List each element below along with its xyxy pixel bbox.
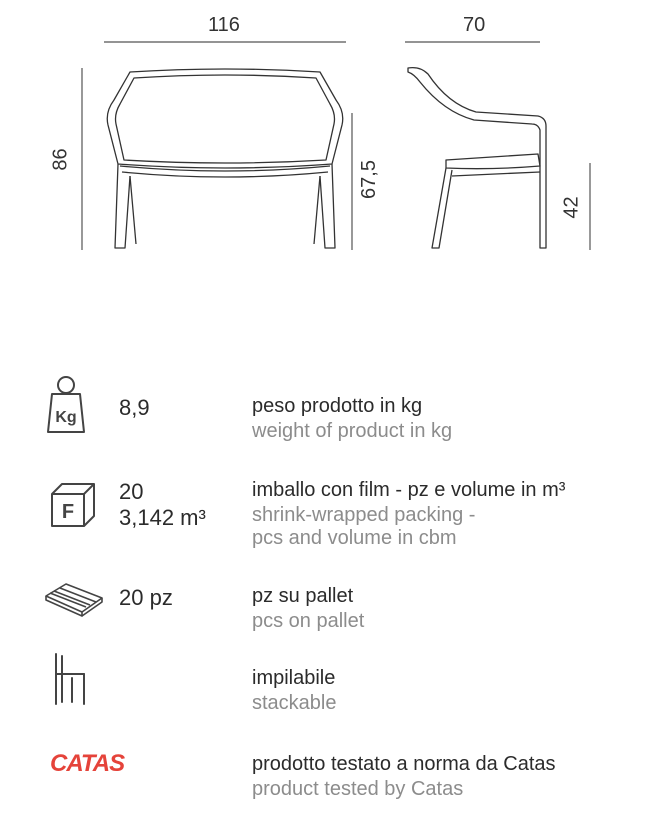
weight-kg-icon: [44, 374, 88, 438]
front-view-drawing: [107, 69, 343, 248]
weight-value: 8,9: [119, 395, 150, 420]
pallet-value: 20 pz: [119, 585, 173, 610]
film-packing-icon: [48, 480, 98, 530]
seat-height-label: 42: [560, 196, 583, 219]
technical-drawings: [0, 0, 660, 300]
side-view-drawing: [408, 68, 546, 248]
packing-label-en-2: pcs and volume in cbm: [252, 527, 457, 549]
packing-label-it: imballo con film - pz e volume in m³: [252, 479, 566, 501]
svg-text:Kg: Kg: [55, 409, 77, 426]
packing-label-en: shrink-wrapped packing -: [252, 504, 476, 526]
pallet-label-en: pcs on pallet: [252, 610, 365, 632]
weight-label-it: peso prodotto in kg: [252, 395, 423, 417]
arm-height-label: 67,5: [357, 160, 380, 199]
front-width-label: 116: [208, 14, 240, 36]
svg-text:F: F: [61, 501, 75, 523]
packing-volume: 3,142 m³: [119, 505, 206, 530]
catas-label-en: product tested by Catas: [252, 778, 464, 800]
packing-quantity: 20: [119, 479, 144, 504]
stackable-chair-icon: [48, 650, 92, 706]
stackable-label-en: stackable: [252, 692, 337, 714]
catas-label-it: prodotto testato a norma da Catas: [252, 753, 556, 775]
catas-logo: CATAS: [50, 750, 125, 777]
stackable-label-it: impilabile: [252, 667, 336, 689]
side-depth-label: 70: [463, 14, 486, 36]
total-height-label: 86: [49, 148, 72, 171]
weight-label-en: weight of product in kg: [252, 420, 453, 442]
pallet-label-it: pz su pallet: [252, 585, 354, 607]
pallet-icon: [44, 578, 104, 618]
